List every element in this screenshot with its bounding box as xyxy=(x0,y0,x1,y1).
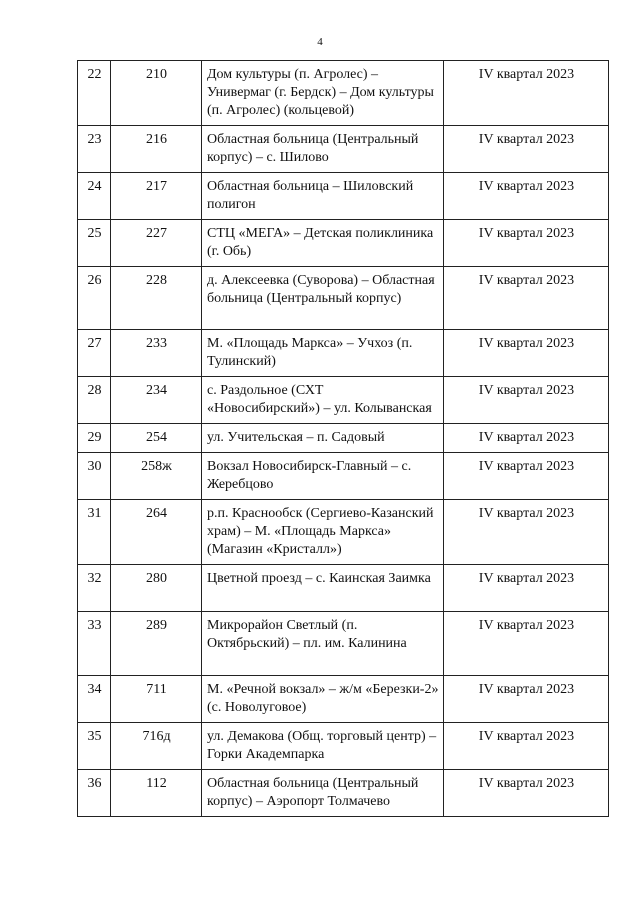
route-number-cell: 258ж xyxy=(111,453,202,500)
route-number-cell: 234 xyxy=(111,377,202,424)
table-row xyxy=(78,330,609,377)
route-name-cell: ул. Учительская – п. Садовый xyxy=(202,424,444,453)
row-number-cell: 32 xyxy=(78,565,111,612)
route-name-cell: Вокзал Новосибирск-Главный – с. Жеребцово xyxy=(202,453,444,500)
route-name-cell: Областная больница (Центральный корпус) – с. Шилово xyxy=(202,126,444,173)
route-number-cell: 711 xyxy=(111,676,202,723)
table-row xyxy=(78,565,609,612)
routes-table xyxy=(77,60,609,817)
row-number-cell: 27 xyxy=(78,330,111,377)
table-row xyxy=(78,723,609,770)
route-name-cell: Областная больница – Шиловский полигон xyxy=(202,173,444,220)
row-number-cell: 24 xyxy=(78,173,111,220)
route-number-cell: 112 xyxy=(111,770,202,817)
table-row xyxy=(78,267,609,330)
period-cell: IV квартал 2023 xyxy=(444,330,609,377)
row-number-cell: 30 xyxy=(78,453,111,500)
period-cell: IV квартал 2023 xyxy=(444,267,609,330)
row-number-cell: 31 xyxy=(78,500,111,565)
route-name-cell: Дом культуры (п. Агролес) – Универмаг (г. Бердск) – Дом культуры (п. Агролес) (кольцевой) xyxy=(202,61,444,126)
route-name-cell: с. Раздольное (СХТ «Новосибирский») – ул. Колыванская xyxy=(202,377,444,424)
route-number-cell: 264 xyxy=(111,500,202,565)
period-cell: IV квартал 2023 xyxy=(444,676,609,723)
routes-table-body xyxy=(78,61,609,817)
row-number-cell: 35 xyxy=(78,723,111,770)
period-cell: IV квартал 2023 xyxy=(444,770,609,817)
route-name-cell: Микрорайон Светлый (п. Октябрьский) – пл. им. Калинина xyxy=(202,612,444,676)
table-row xyxy=(78,126,609,173)
route-name-cell: ул. Демакова (Общ. торговый центр) – Горки Академпарка xyxy=(202,723,444,770)
route-number-cell: 210 xyxy=(111,61,202,126)
period-cell: IV квартал 2023 xyxy=(444,723,609,770)
period-cell: IV квартал 2023 xyxy=(444,220,609,267)
route-number-cell: 227 xyxy=(111,220,202,267)
row-number-cell: 26 xyxy=(78,267,111,330)
period-cell: IV квартал 2023 xyxy=(444,565,609,612)
table-row xyxy=(78,500,609,565)
route-name-cell: р.п. Краснообск (Сергиево-Казанский храм) – М. «Площадь Маркса» (Магазин «Кристалл») xyxy=(202,500,444,565)
route-number-cell: 289 xyxy=(111,612,202,676)
period-cell: IV квартал 2023 xyxy=(444,453,609,500)
route-name-cell: Цветной проезд – с. Каинская Заимка xyxy=(202,565,444,612)
route-name-cell: М. «Площадь Маркса» – Учхоз (п. Тулинский) xyxy=(202,330,444,377)
period-cell: IV квартал 2023 xyxy=(444,61,609,126)
table-row xyxy=(78,173,609,220)
table-row xyxy=(78,770,609,817)
route-number-cell: 216 xyxy=(111,126,202,173)
row-number-cell: 29 xyxy=(78,424,111,453)
route-name-cell: Областная больница (Центральный корпус) – Аэропорт Толмачево xyxy=(202,770,444,817)
route-number-cell: 217 xyxy=(111,173,202,220)
route-number-cell: 254 xyxy=(111,424,202,453)
row-number-cell: 25 xyxy=(78,220,111,267)
row-number-cell: 34 xyxy=(78,676,111,723)
period-cell: IV квартал 2023 xyxy=(444,424,609,453)
route-number-cell: 228 xyxy=(111,267,202,330)
route-number-cell: 716д xyxy=(111,723,202,770)
table-row xyxy=(78,377,609,424)
route-number-cell: 280 xyxy=(111,565,202,612)
route-name-cell: М. «Речной вокзал» – ж/м «Березки-2» (с. Новолуговое) xyxy=(202,676,444,723)
route-name-cell: СТЦ «МЕГА» – Детская поликлиника (г. Обь) xyxy=(202,220,444,267)
period-cell: IV квартал 2023 xyxy=(444,500,609,565)
page-number: 4 xyxy=(317,36,323,48)
row-number-cell: 28 xyxy=(78,377,111,424)
row-number-cell: 23 xyxy=(78,126,111,173)
period-cell: IV квартал 2023 xyxy=(444,612,609,676)
table-row xyxy=(78,612,609,676)
period-cell: IV квартал 2023 xyxy=(444,377,609,424)
table-row xyxy=(78,220,609,267)
row-number-cell: 36 xyxy=(78,770,111,817)
table-row xyxy=(78,61,609,126)
period-cell: IV квартал 2023 xyxy=(444,126,609,173)
row-number-cell: 22 xyxy=(78,61,111,126)
row-number-cell: 33 xyxy=(78,612,111,676)
route-name-cell: д. Алексеевка (Суворова) – Областная больница (Центральный корпус) xyxy=(202,267,444,330)
table-row xyxy=(78,676,609,723)
route-number-cell: 233 xyxy=(111,330,202,377)
period-cell: IV квартал 2023 xyxy=(444,173,609,220)
table-row xyxy=(78,453,609,500)
table-row xyxy=(78,424,609,453)
